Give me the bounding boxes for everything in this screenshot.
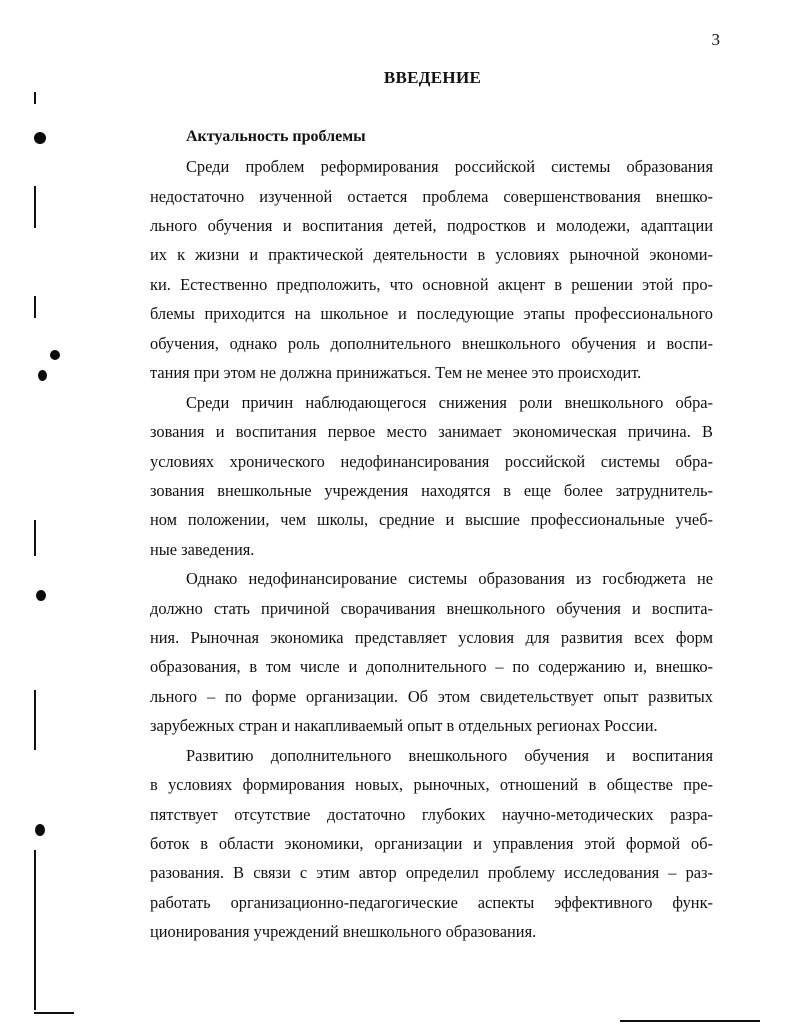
text-line: тания при этом не должна принижаться. Тем не менее это происходит. [150,363,642,382]
scan-mark [34,186,36,228]
text-line: обучения, однако роль дополнительного внешкольного обучения и воспи- [150,334,713,353]
scan-mark [34,850,36,1010]
scan-mark [34,520,36,556]
page-number: 3 [711,30,720,49]
text-line: ционирования учреждений внешкольного образования. [150,922,537,941]
page-title: ВВЕДЕНИЕ [383,68,482,87]
text-line: ния. Рыночная экономика представляет условия для развития всех форм [150,628,713,647]
text-line: льного – по форме организации. Об этом свидетельствует опыт развитых [150,687,713,706]
text-line: зарубежных стран и накапливаемый опыт в отдельных регионах России. [150,716,658,735]
text-line: разования. В связи с этим автор определил проблему исследования – раз- [150,863,713,882]
text-line: Развитию дополнительного внешкольного обучения и воспитания [186,746,713,765]
text-line: недостаточно изученной остается проблема совершенствования внешко- [150,187,713,206]
scan-mark [34,296,36,318]
scan-mark [34,1012,74,1014]
text-line: льного обучения и воспитания детей, подростков и молодежи, адаптации [150,216,713,235]
text-line: зования и воспитания первое место занимает экономическая причина. В [150,422,713,441]
scan-blot [38,370,47,381]
text-line: образования, в том числе и дополнительного – по содержанию и, внешко- [150,657,713,676]
section-heading: Актуальность проблемы [186,128,366,145]
text-line: ные заведения. [150,540,255,559]
text-line: условиях хронического недофинансирования российской системы обра- [150,452,713,471]
scan-mark [34,690,36,750]
text-line: ки. Естественно предположить, что основной акцент в решении этой про- [150,275,713,294]
text-line: их к жизни и практической деятельности в условиях рыночной экономи- [150,245,713,264]
scan-blot [36,590,46,601]
scan-blot [34,132,46,144]
text-line: Среди причин наблюдающегося снижения роли внешкольного обра- [186,393,713,412]
text-line: боток в области экономики, организации и управления этой формой об- [150,834,713,853]
scan-mark [34,92,36,104]
scan-blot [50,350,60,360]
text-line: зования внешкольные учреждения находятся в еще более затруднитель- [150,481,713,500]
text-line: Среди проблем реформирования российской системы образования [186,157,713,176]
text-line: должно стать причиной сворачивания внешкольного обучения и воспита- [150,599,713,618]
text-line: Однако недофинансирование системы образования из госбюджета не [186,569,713,588]
text-line: ном положении, чем школы, средние и высшие профессиональные учеб- [150,510,713,529]
text-line: работать организационно-педагогические аспекты эффективного функ- [150,893,713,912]
scan-mark [620,1020,760,1022]
scan-blot [35,824,45,836]
text-line: пятствует отсутствие достаточно глубоких научно-методических разра- [150,805,713,824]
text-line: блемы приходится на школьное и последующие этапы профессионального [150,304,713,323]
text-line: в условиях формирования новых, рыночных, отношений в обществе пре- [150,775,713,794]
